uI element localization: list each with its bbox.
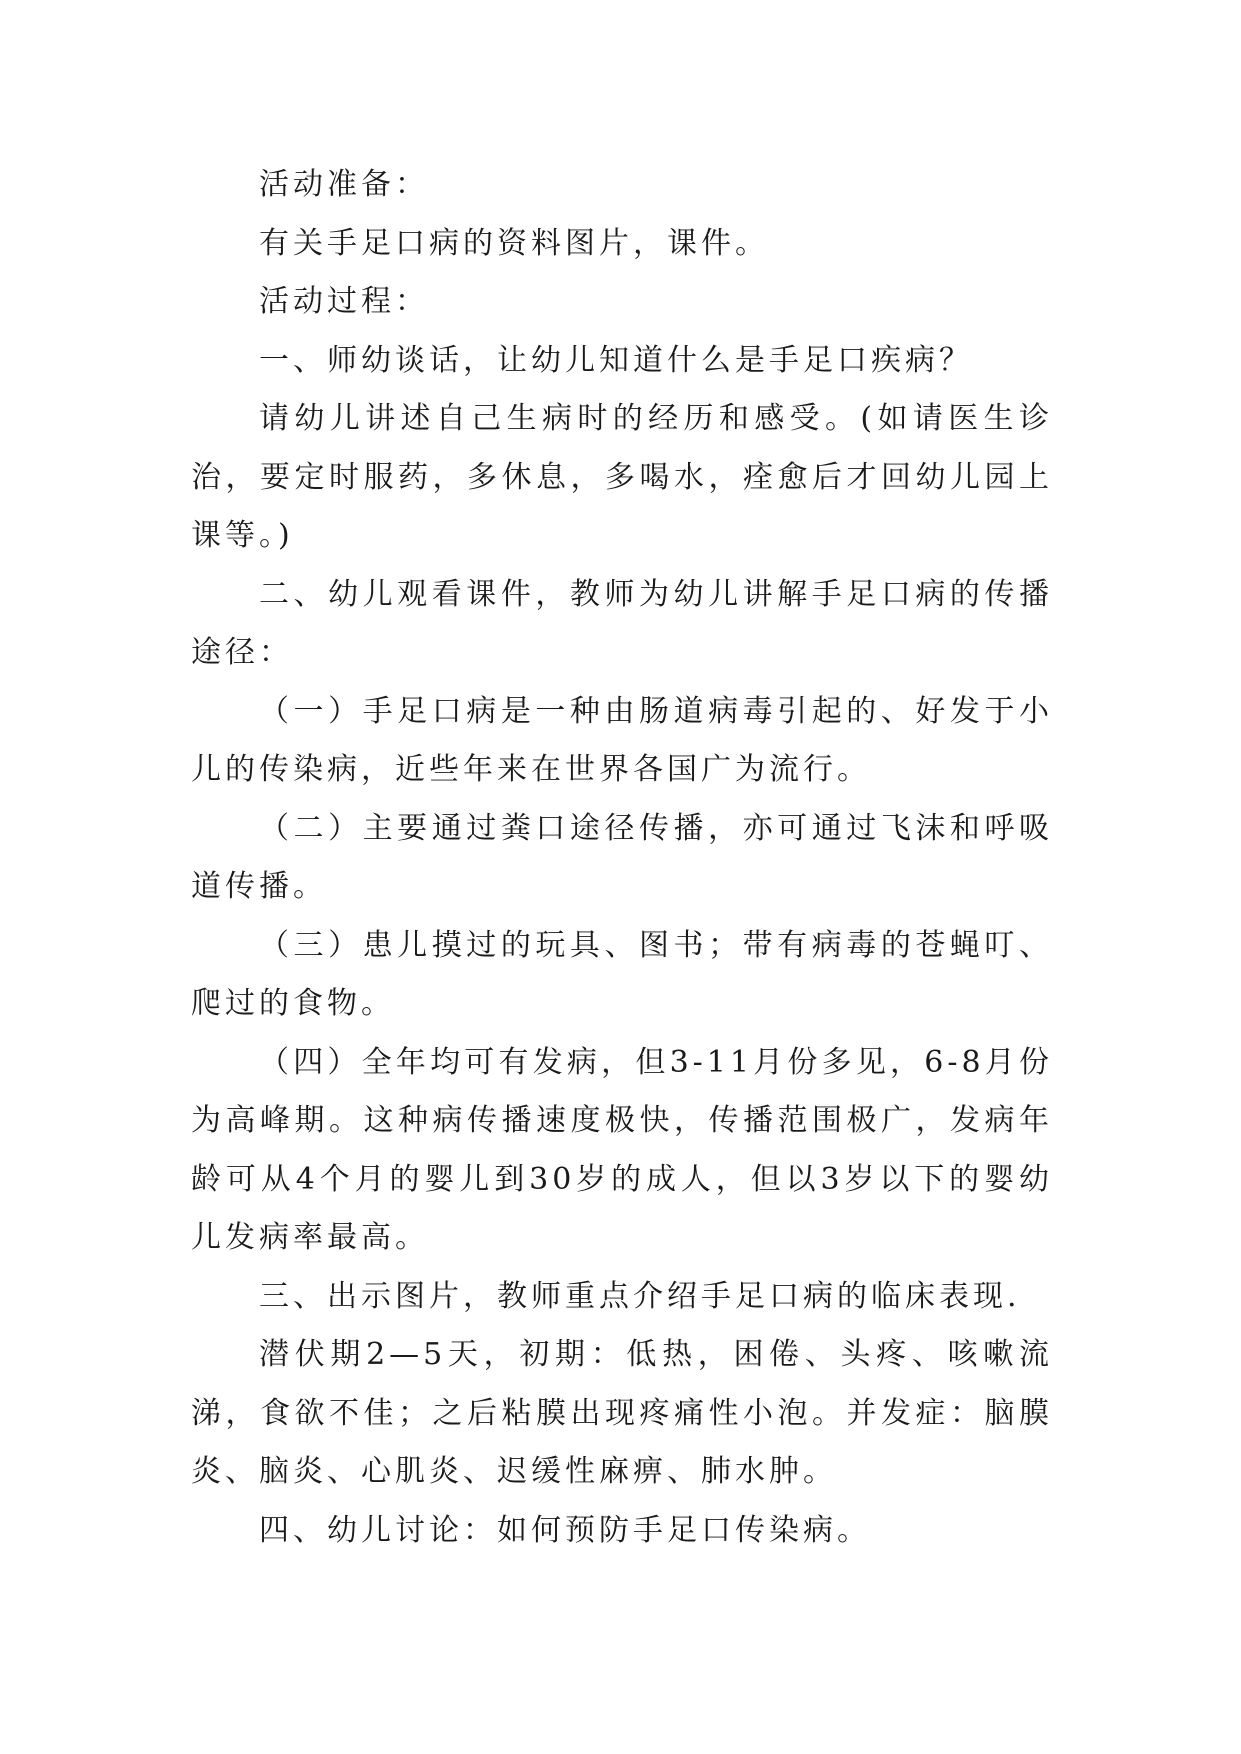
paragraph-symptoms: 潜伏期2—5天，初期：低热，困倦、头疼、咳嗽流涕，食欲不佳；之后粘膜出现疼痛性小泡。并发症：脑膜炎、脑炎、心肌炎、迟缓性麻痹、肺水肿。 [191, 1337, 1053, 1489]
paragraph-route-three: （三）患儿摸过的玩具、图书；带有病毒的苍蝇叮、爬过的食物。 [191, 927, 1053, 1021]
paragraph-route-four: （四）全年均可有发病，但3-11月份多见，6-8月份为高峰期。这种病传播速度极快，传播范围极广，发病年龄可从4个月的婴儿到30岁的成人，但以3岁以下的婴幼儿发病率最高。 [191, 1044, 1053, 1255]
paragraph-step-three: 三、出示图片，教师重点介绍手足口病的临床表现. [259, 1278, 1021, 1314]
paragraph-route-two: （二）主要通过粪口途径传播，亦可通过飞沫和呼吸道传播。 [191, 810, 1053, 904]
paragraph-activity-preparation-heading: 活动准备： [259, 167, 429, 202]
paragraph-activity-process-heading: 活动过程： [259, 284, 429, 319]
paragraph-step-one: 一、师幼谈话，让幼儿知道什么是手足口疾病？ [259, 342, 973, 378]
paragraph-step-two: 二、幼儿观看课件，教师为幼儿讲解手足口病的传播途径： [191, 576, 1053, 670]
document-body [191, 156, 1053, 1560]
paragraph-step-one-detail: 请幼儿讲述自己生病时的经历和感受。(如请医生诊治，要定时服药，多休息，多喝水，痊愈后才回幼儿园上课等。) [191, 401, 1053, 553]
paragraph-materials: 有关手足口病的资料图片，课件。 [259, 225, 769, 261]
paragraph-route-one: （一）手足口病是一种由肠道病毒引起的、好发于小儿的传染病，近些年来在世界各国广为流行。 [191, 693, 1053, 787]
paragraph-step-four: 四、幼儿讨论：如何预防手足口传染病。 [259, 1512, 871, 1548]
